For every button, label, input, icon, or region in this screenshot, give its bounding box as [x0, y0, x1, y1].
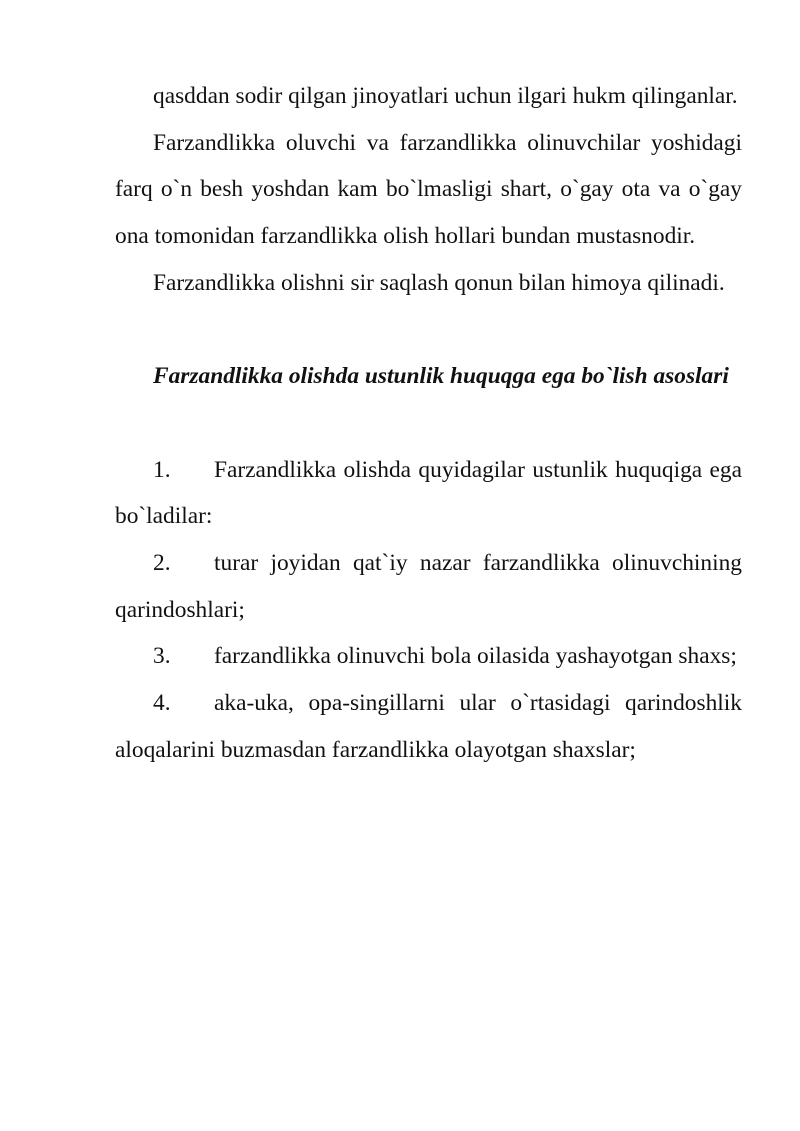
list-item-text: aka-uka, opa-singillarni ular o`rtasidagi qarindoshlik aloqalarini buzmasdan farzandlikka olayotgan shaxslar; — [115, 690, 742, 763]
list-item-text: farzandlikka olinuvchi bola oilasida yashayotgan shaxs; — [214, 643, 737, 670]
document-body — [115, 73, 742, 774]
paragraph-continuation: qasddan sodir qilgan jinoyatlari uchun ilgari hukm qilinganlar. — [153, 83, 738, 109]
blank-line — [115, 307, 742, 354]
blank-line — [115, 400, 742, 447]
list-item — [115, 447, 742, 540]
list-item-text: Farzandlikka olishda quyidagilar ustunlik huquqiga ega bo`ladilar: — [115, 456, 742, 530]
list-item-number: 4. — [153, 690, 171, 717]
list-item — [115, 540, 742, 633]
list-item-text: turar joyidan qat`iy nazar farzandlikka olinuvchining qarindoshlari; — [115, 550, 742, 623]
list-item-number: 1. — [153, 456, 171, 483]
list-item-number: 2. — [153, 550, 171, 576]
list-item — [115, 680, 742, 773]
paragraph-age-difference: Farzandlikka oluvchi va farzandlikka olinuvchilar yoshidagi farq o`n besh yoshdan kam bo`lmasligi shart, o`gay ota va o`gay ona tomonidan farzandlikka olish hollari bundan mustasnodir. — [115, 129, 742, 250]
section-heading: Farzandlikka olishda ustunlik huquqga ega bo`lish asoslari — [153, 363, 729, 390]
paragraph-secrecy: Farzandlikka olishni sir saqlash qonun bilan himoya qilinadi. — [153, 269, 725, 296]
list-item — [115, 633, 742, 680]
list-item-number: 3. — [153, 643, 171, 670]
